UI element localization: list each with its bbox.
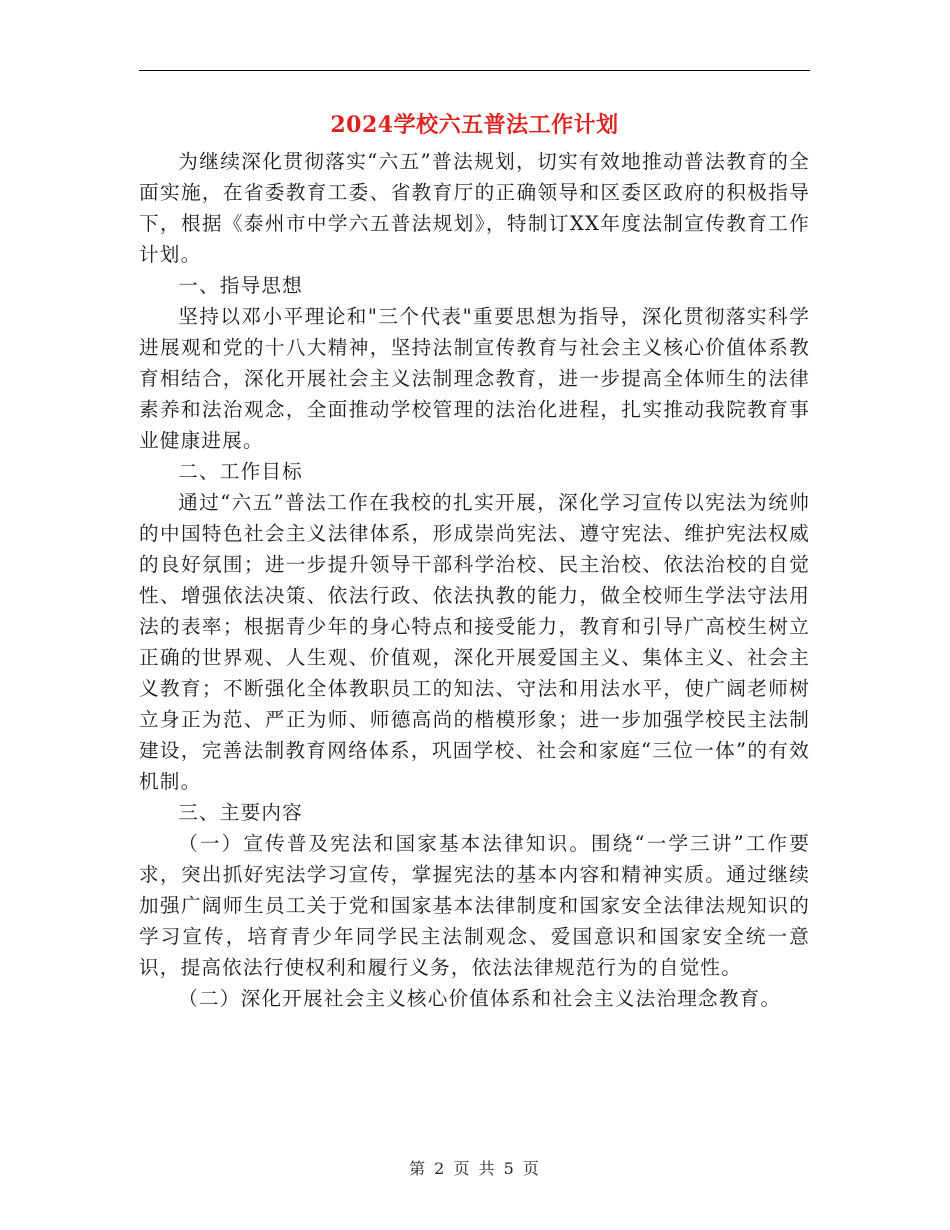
main-content-item-2: （二）深化开展社会主义核心价值体系和社会主义法治理念教育。 — [178, 987, 782, 1010]
section-text-guiding-thought: 坚持以邓小平理论和"三个代表"重要思想为指导，深化贯彻落实科学进展观和党的十八大精神，坚持法制宣传教育与社会主义核心价值体系教育相结合，深化开展社会主义法制理念教育，进一步提高全体师生的法律素养和法治观念，全面推动学校管理的法治化进程，扎实推动我院教育事业健康进展。 — [139, 305, 810, 452]
document-body — [139, 146, 810, 1014]
section-text-work-goals: 通过“六五”普法工作在我校的扎实开展，深化学习宣传以宪法为统帅的中国特色社会主义法律体系，形成崇尚宪法、遵守宪法、维护宪法权威的良好氛围；进一步提升领导干部科学治校、民主治校、依法治校的自觉性、增强依法决策、依法行政、依法执教的能力，做全校师生学法守法用法的表率；根据青少年的身心特点和接受能力，教育和引导广高校生树立正确的世界观、人生观、价值观，深化开展爱国主义、集体主义、社会主义教育；不断强化全体教职员工的知法、守法和用法水平，使广阔老师树立身正为范、严正为师、师德高尚的楷模形象；进一步加强学校民主法制建设，完善法制教育网络体系，巩固学校、社会和家庭“三位一体”的有效机制。 — [139, 491, 810, 793]
section-heading-guiding-thought: 一、指导思想 — [178, 274, 303, 297]
header-rule — [139, 70, 810, 71]
intro-paragraph: 为继续深化贯彻落实“六五”普法规划，切实有效地推动普法教育的全面实施，在省委教育工委、省教育厅的正确领导和区委区政府的积极指导下，根据《泰州市中学六五普法规划》，特制订XX年度法制宣传教育工作计划。 — [139, 150, 810, 266]
section-heading-work-goals: 二、工作目标 — [178, 460, 303, 483]
section-heading-main-content: 三、主要内容 — [178, 801, 303, 824]
page-title: 2024学校六五普法工作计划 — [330, 112, 619, 138]
page-footer: 第 2 页 共 5 页 — [409, 1159, 541, 1178]
main-content-item-1: （一）宣传普及宪法和国家基本法律知识。围绕“一学三讲”工作要求，突出抓好宪法学习宣传，掌握宪法的基本内容和精神实质。通过继续加强广阔师生员工关于党和国家基本法律制度和国家安全法律法规知识的学习宣传，培育青少年同学民主法制观念、爱国意识和国家安全统一意识，提高依法行使权利和履行义务，依法法律规范行为的自觉性。 — [139, 832, 810, 979]
